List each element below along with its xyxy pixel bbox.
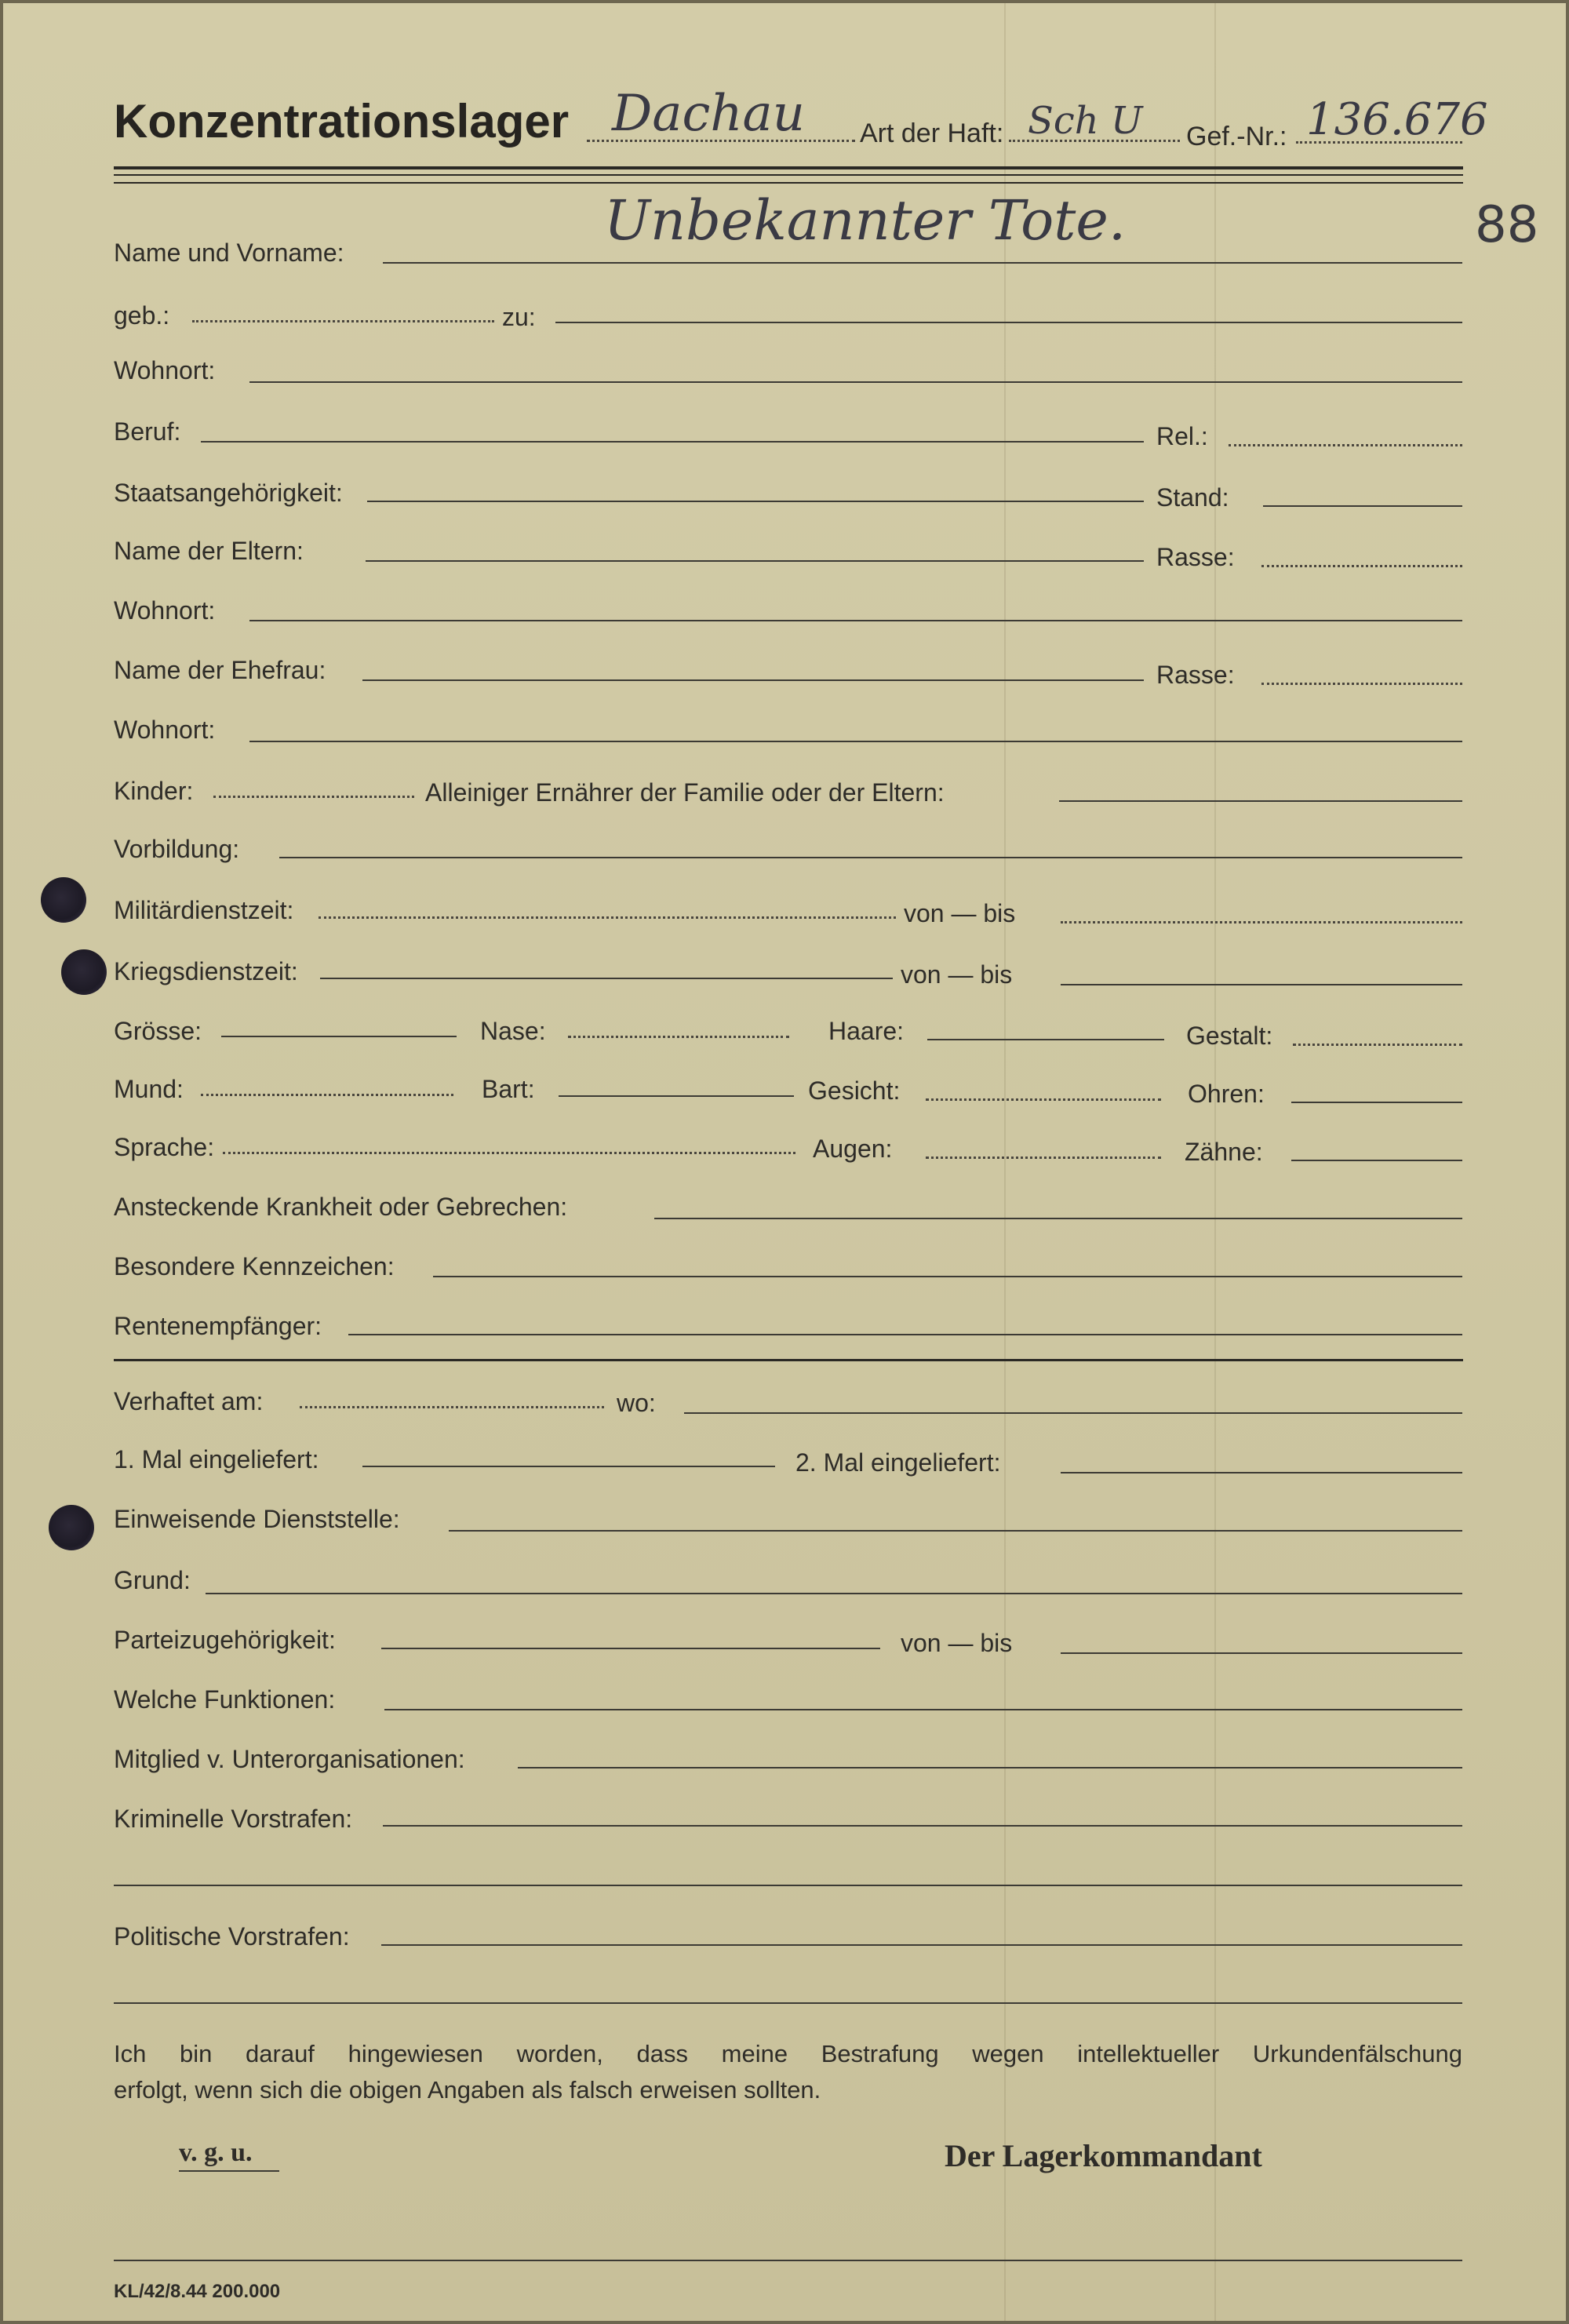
sprache-label: Sprache: bbox=[114, 1133, 215, 1161]
groesse-field-line bbox=[221, 1036, 457, 1037]
ohren-field-line bbox=[1291, 1102, 1462, 1103]
eltern-label: Name der Eltern: bbox=[114, 537, 304, 565]
statement-line-2: erfolgt, wenn sich die obigen Angaben als falsch erweisen sollten. bbox=[114, 2076, 821, 2104]
zu-field-line bbox=[555, 322, 1462, 323]
zaehne-label: Zähne: bbox=[1185, 1138, 1263, 1166]
kriminell-field-line bbox=[383, 1825, 1462, 1827]
verhaftet-label: Verhaftet am: bbox=[114, 1387, 264, 1415]
ehefrau-rasse-field-line bbox=[1261, 683, 1462, 685]
beruf-field-line bbox=[201, 441, 1144, 443]
stand-field-line bbox=[1263, 505, 1462, 507]
punch-hole bbox=[61, 949, 107, 995]
gef-nr-label: Gef.-Nr.: bbox=[1186, 122, 1287, 151]
wo-field-line bbox=[684, 1412, 1462, 1414]
rente-field-line bbox=[348, 1334, 1462, 1335]
dienststelle-label: Einweisende Dienststelle: bbox=[114, 1505, 400, 1533]
ernaehrer-label: Alleiniger Ernährer der Familie oder der Eltern: bbox=[425, 778, 945, 807]
name-field-line bbox=[383, 262, 1462, 264]
kriegs-label: Kriegsdienstzeit: bbox=[114, 957, 298, 985]
grund-label: Grund: bbox=[114, 1566, 191, 1594]
funktionen-field-line bbox=[384, 1709, 1462, 1710]
vgu-underline bbox=[179, 2170, 279, 2172]
ehefrau-rasse-label: Rasse: bbox=[1156, 661, 1235, 689]
ehefrau-wohnort-label: Wohnort: bbox=[114, 716, 216, 744]
name-label: Name und Vorname: bbox=[114, 239, 344, 267]
partei-field-line bbox=[381, 1648, 880, 1649]
politisch-field-line bbox=[381, 1944, 1462, 1946]
kennzeichen-field-line bbox=[433, 1276, 1462, 1277]
wo-label: wo: bbox=[617, 1389, 656, 1417]
gef-nr-value-handwritten: 136.676 bbox=[1306, 94, 1488, 145]
bart-label: Bart: bbox=[482, 1075, 535, 1103]
politisch-label: Politische Vorstrafen: bbox=[114, 1922, 350, 1951]
staat-label: Staatsangehörigkeit: bbox=[114, 479, 343, 507]
statement-line-1: Ich bin darauf hingewiesen worden, dass meine Bestrafung wegen intellektueller Urkundenfälschung bbox=[114, 2040, 1462, 2067]
groesse-label: Grösse: bbox=[114, 1017, 202, 1045]
zu-label: zu: bbox=[502, 303, 536, 331]
militaer-von-bis: von — bis bbox=[904, 899, 1016, 927]
punch-hole bbox=[49, 1505, 94, 1550]
rel-field-line bbox=[1229, 444, 1462, 446]
partei-label: Parteizugehörigkeit: bbox=[114, 1626, 336, 1654]
haft-value-handwritten: Sch U bbox=[1028, 99, 1143, 143]
augen-field-line bbox=[926, 1157, 1161, 1159]
rasse-label: Rasse: bbox=[1156, 543, 1235, 571]
kinder-field-line bbox=[213, 796, 414, 798]
header-rule bbox=[114, 182, 1463, 184]
grund-field-line bbox=[206, 1593, 1462, 1594]
kriminell-extra-line bbox=[114, 1885, 1462, 1886]
mal2-label: 2. Mal eingeliefert: bbox=[795, 1448, 1001, 1477]
header-rule bbox=[114, 174, 1463, 176]
vorbildung-label: Vorbildung: bbox=[114, 835, 240, 863]
ernaehrer-field-line bbox=[1059, 800, 1462, 802]
mund-field-line bbox=[201, 1094, 453, 1096]
form-title: Konzentrationslager bbox=[114, 95, 570, 148]
mal1-field-line bbox=[362, 1466, 775, 1467]
ehefrau-wohnort-field-line bbox=[249, 741, 1462, 742]
ehefrau-label: Name der Ehefrau: bbox=[114, 656, 326, 684]
camp-name-handwritten: Dachau bbox=[612, 85, 805, 143]
rasse-field-line bbox=[1261, 565, 1462, 567]
vorbildung-field-line bbox=[279, 857, 1462, 858]
eltern-wohnort-label: Wohnort: bbox=[114, 596, 216, 625]
mal2-field-line bbox=[1061, 1472, 1462, 1473]
beruf-label: Beruf: bbox=[114, 417, 181, 446]
kriegs-von-bis: von — bis bbox=[901, 960, 1013, 989]
ehefrau-field-line bbox=[362, 679, 1144, 681]
gesicht-field-line bbox=[926, 1098, 1161, 1101]
augen-label: Augen: bbox=[813, 1135, 893, 1163]
gestalt-field-line bbox=[1293, 1044, 1462, 1046]
gestalt-label: Gestalt: bbox=[1186, 1022, 1273, 1050]
name-value-handwritten: Unbekannter Tote. bbox=[604, 188, 1127, 253]
militaer-bis-field-line bbox=[1061, 921, 1462, 923]
punch-hole bbox=[41, 877, 86, 923]
eltern-field-line bbox=[366, 560, 1144, 562]
kinder-label: Kinder: bbox=[114, 777, 194, 805]
haare-field-line bbox=[927, 1039, 1164, 1040]
rel-label: Rel.: bbox=[1156, 422, 1208, 450]
funktionen-label: Welche Funktionen: bbox=[114, 1685, 336, 1714]
geb-label: geb.: bbox=[114, 301, 170, 330]
unterorg-field-line bbox=[518, 1767, 1462, 1768]
stand-label: Stand: bbox=[1156, 483, 1229, 512]
kommandant-label: Der Lagerkommandant bbox=[945, 2138, 1262, 2173]
geb-field-line bbox=[192, 320, 494, 322]
record-number: 88 bbox=[1475, 196, 1539, 254]
militaer-label: Militärdienstzeit: bbox=[114, 896, 294, 924]
gesicht-label: Gesicht: bbox=[808, 1076, 901, 1105]
form-code: KL/42/8.44 200.000 bbox=[114, 2281, 281, 2302]
wohnort-label: Wohnort: bbox=[114, 356, 216, 384]
kriegs-bis-field-line bbox=[1061, 984, 1462, 985]
mund-label: Mund: bbox=[114, 1075, 184, 1103]
dienststelle-field-line bbox=[449, 1530, 1462, 1532]
nase-field-line bbox=[568, 1036, 789, 1038]
mal1-label: 1. Mal eingeliefert: bbox=[114, 1445, 319, 1473]
footer-rule bbox=[114, 2260, 1462, 2261]
kriminell-label: Kriminelle Vorstrafen: bbox=[114, 1805, 353, 1833]
krankheit-field-line bbox=[654, 1218, 1462, 1219]
partei-von-bis: von — bis bbox=[901, 1629, 1013, 1657]
militaer-field-line bbox=[319, 916, 896, 919]
kennzeichen-label: Besondere Kennzeichen: bbox=[114, 1252, 395, 1280]
partei-bis-field-line bbox=[1061, 1652, 1462, 1654]
politisch-extra-line bbox=[114, 2002, 1462, 2004]
fold-crease bbox=[1004, 0, 1006, 2324]
sprache-field-line bbox=[223, 1152, 795, 1154]
header-rule bbox=[114, 166, 1463, 169]
section-rule bbox=[114, 1359, 1463, 1361]
wohnort-field-line bbox=[249, 381, 1462, 383]
bart-field-line bbox=[559, 1095, 794, 1097]
eltern-wohnort-field-line bbox=[249, 620, 1462, 621]
staat-field-line bbox=[367, 501, 1144, 502]
verhaftet-field-line bbox=[300, 1406, 604, 1408]
zaehne-field-line bbox=[1291, 1160, 1462, 1161]
nase-label: Nase: bbox=[480, 1017, 546, 1045]
unterorg-label: Mitglied v. Unterorganisationen: bbox=[114, 1745, 465, 1773]
vgu-mark: v. g. u. bbox=[179, 2138, 253, 2167]
ohren-label: Ohren: bbox=[1188, 1080, 1265, 1108]
haare-label: Haare: bbox=[828, 1017, 905, 1045]
kriegs-field-line bbox=[320, 978, 893, 979]
krankheit-label: Ansteckende Krankheit oder Gebrechen: bbox=[114, 1193, 568, 1221]
haft-label: Art der Haft: bbox=[860, 118, 1004, 148]
rente-label: Rentenempfänger: bbox=[114, 1312, 322, 1340]
